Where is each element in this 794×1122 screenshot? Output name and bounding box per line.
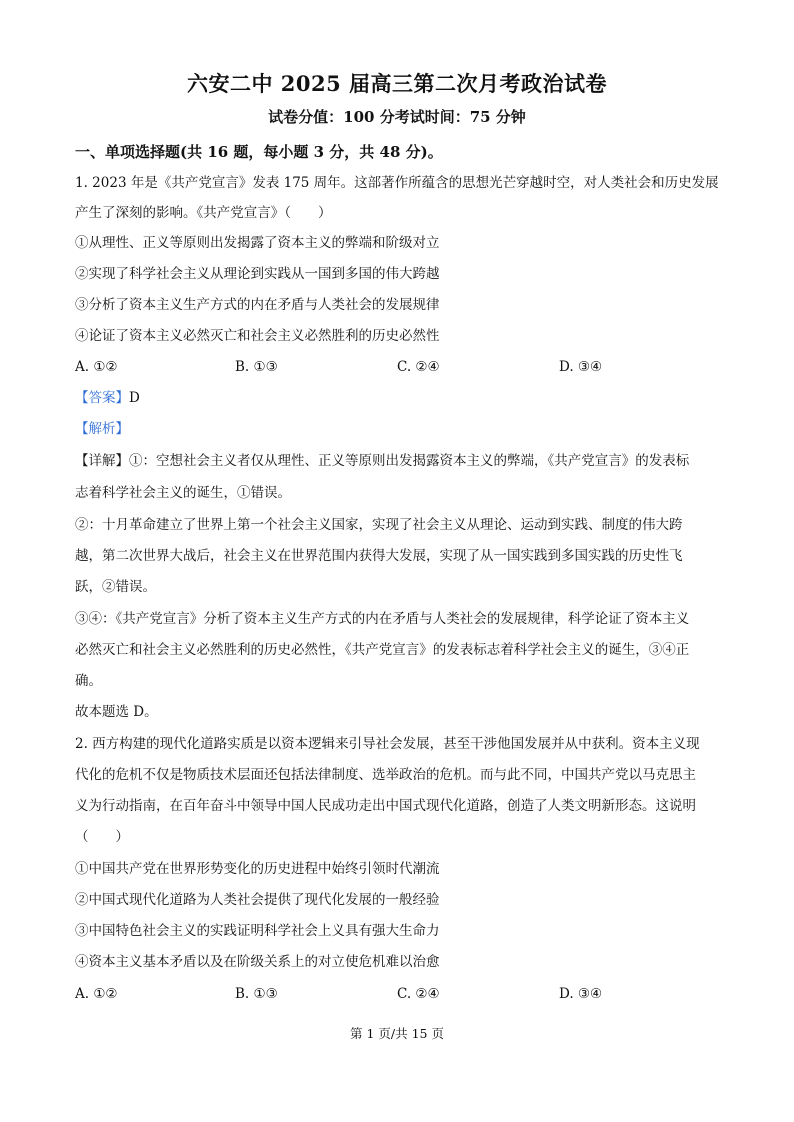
q1-explanation-1: 【详解】①：空想社会主义者仅从理性、正义等原则出发揭露资本主义的弊端，《共产党宣言》的发表标 <box>75 453 690 469</box>
q1-explanation-2: 志着科学社会主义的诞生，①错误。 <box>75 485 291 501</box>
analysis-tag: 【解析】 <box>75 421 129 437</box>
q2-stem-line-3: 义为行动指南，在百年奋斗中领导中国人民成功走出中国式现代化道路，创造了人类文明新形态。这说明 <box>75 798 696 814</box>
answer-value: D <box>129 390 140 406</box>
q1-item-1: ①从理性、正义等原则出发揭露了资本主义的弊端和阶级对立 <box>75 235 440 251</box>
q2-item-4: ④资本主义基本矛盾以及在阶级关系上的对立使危机难以治愈 <box>75 954 440 970</box>
q2-item-2: ②中国式现代化道路为人类社会提供了现代化发展的一般经验 <box>75 892 440 908</box>
q1-explanation-7: 必然灭亡和社会主义必然胜利的历史必然性，《共产党宣言》的发表标志着科学社会主义的诞生，③④正 <box>75 642 690 658</box>
exam-subtitle: 试卷分值：100 分考试时间：75 分钟 <box>268 108 526 126</box>
q1-option-a: A. ①② <box>75 359 118 375</box>
q1-item-4: ④论证了资本主义必然灭亡和社会主义必然胜利的历史必然性 <box>75 328 440 344</box>
q1-explanation-9: 故本题选 D。 <box>75 704 158 720</box>
q1-item-2: ②实现了科学社会主义从理论到实践从一国到多国的伟大跨越 <box>75 266 440 282</box>
q2-stem-line-2: 代化的危机不仅是物质技术层面还包括法律制度、选举政治的危机。而与此不同，中国共产党以马克思主 <box>75 767 696 783</box>
q1-explanation-3: ②：十月革命建立了世界上第一个社会主义国家，实现了社会主义从理论、运动到实践、制度的伟大跨 <box>75 517 683 533</box>
section-heading: 一、单项选择题(共 16 题，每小题 3 分，共 48 分)。 <box>75 143 443 161</box>
q1-explanation-4: 越，第二次世界大战后，社会主义在世界范围内获得大发展，实现了从一国实践到多国实践的历史性飞 <box>75 548 683 564</box>
q1-option-d: D. ③④ <box>559 359 603 375</box>
page-footer: 第 1 页/共 15 页 <box>350 1026 444 1041</box>
q1-option-b: B. ①③ <box>235 359 278 375</box>
q2-option-d: D. ③④ <box>559 986 603 1002</box>
q2-item-3: ③中国特色社会主义的实践证明科学社会上义具有强大生命力 <box>75 923 440 939</box>
answer-tag: 【答案】 <box>75 390 129 406</box>
q2-stem-line-1: 2. 西方构建的现代化道路实质是以资本逻辑来引导社会发展，甚至干涉他国发展并从中获利。资本主义现 <box>75 736 700 752</box>
q1-stem-line-1: 1. 2023 年是《共产党宣言》发表 175 周年。这部著作所蕴含的思想光芒穿越时空，对人类社会和历史发展 <box>75 175 719 191</box>
q1-item-3: ③分析了资本主义生产方式的内在矛盾与人类社会的发展规律 <box>75 297 440 313</box>
q1-explanation-5: 跃，②错误。 <box>75 579 156 595</box>
q2-option-b: B. ①③ <box>235 986 278 1002</box>
q2-option-a: A. ①② <box>75 986 118 1002</box>
q1-explanation-6: ③④：《共产党宣言》分析了资本主义生产方式的内在矛盾与人类社会的发展规律，科学论证了资本主义 <box>75 611 690 627</box>
q2-stem-line-4: （ ） <box>75 829 129 845</box>
q2-option-c: C. ②④ <box>397 986 440 1002</box>
q2-item-1: ①中国共产党在世界形势变化的历史进程中始终引领时代潮流 <box>75 861 440 877</box>
q1-option-c: C. ②④ <box>397 359 440 375</box>
q1-answer <box>75 389 725 407</box>
q1-analysis <box>75 420 725 438</box>
q1-explanation-8: 确。 <box>75 673 102 689</box>
q1-stem-line-2: 产生了深刻的影响。《共产党宣言》（ ） <box>75 205 332 221</box>
exam-title: 六安二中 2025 届高三第二次月考政治试卷 <box>186 71 608 96</box>
detail-tag: 【详解】 <box>75 453 129 469</box>
